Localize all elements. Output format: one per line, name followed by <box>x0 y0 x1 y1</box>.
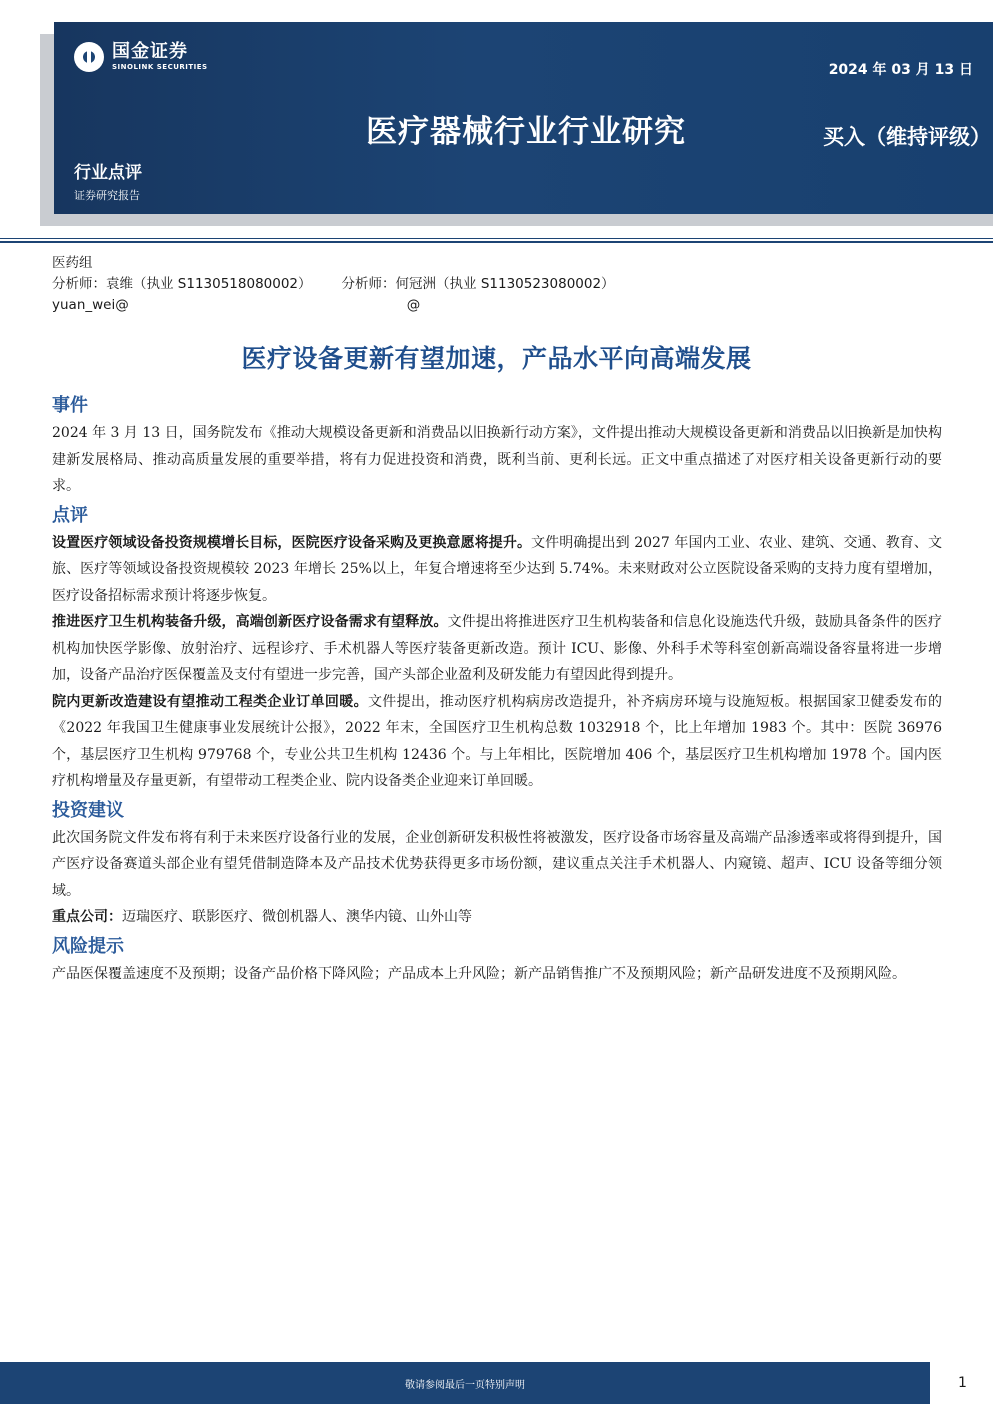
section-title-risk: 风险提示 <box>52 935 124 957</box>
review-p2-text: 文件提出将推进医疗卫生机构装备和信息化设施迭代升级，鼓励具备条件的医疗机构加快医学影像、放射治疗、远程诊疗、手术机器人等医疗装备更新改造。预计 ICU、影像、外科手术等科室创新高端设备容量将进一步增加，设备产品治疗医保覆盖及支付有望进一步完善，国产头部企业盈利及研发能力有望因此得到提升。 <box>52 614 943 683</box>
section-title-event: 事件 <box>52 395 88 416</box>
report-type: 行业点评 <box>74 163 142 183</box>
key-companies-text: 迈瑞医疗、联影医疗、微创机器人、澳华内镜、山外山等 <box>122 909 472 925</box>
section-title-review: 点评 <box>52 504 88 526</box>
footer-bar <box>0 1362 930 1404</box>
review-p1-highlight: 设置医疗领域设备投资规模增长目标，医院医疗设备采购及更换意愿将提升。 <box>52 534 532 551</box>
section-risk <box>52 933 942 988</box>
report-body <box>52 392 942 989</box>
section-review <box>52 502 942 795</box>
review-p3-text: 文件提出，推动医疗机构病房改造提升，补齐病房环境与设施短板。根据国家卫健委发布的《2022 年我国卫生健康事业发展统计公报》，2022 年末，全国医疗卫生机构总数 1032918 个，比上年增加 1983 个。其中：医院 36976 个，基层医疗卫生机构 979768 个，专业公共卫生机构 12436 个。与上年相比，医院增加 406 个，基层医疗卫生机构增加 1978 个。国内医疗机构增量及存量更新，有望带动工程类企业、院内设备类企业迎来订单回暖。 <box>52 693 943 789</box>
report-title: 医疗器械行业行业研究 <box>366 114 686 150</box>
logo-en-text: SINOLINK SECURITIES <box>112 63 208 71</box>
analyst-info <box>52 253 615 316</box>
page-number: 1 <box>958 1375 967 1391</box>
group-name: 医药组 <box>52 255 93 271</box>
review-p1-text: 文件明确提出到 2027 年国内工业、农业、建筑、交通、教育、文旅、医疗等领域设备投资规模较 2023 年增长 25%以上，年复合增速将至少达到 5.74%。未来财政对公立医院设备采购的支持力度有望增加，医疗设备招标需求预计将逐步恢复。 <box>52 534 942 604</box>
report-date: 2024 年 03 月 13 日 <box>828 62 973 78</box>
analyst-1: 分析师：袁维（执业 S1130518080002） <box>52 276 312 292</box>
company-logo <box>74 42 208 72</box>
review-paragraph-3 <box>52 689 942 795</box>
key-companies <box>52 904 942 931</box>
risk-paragraph: 产品医保覆盖速度不及预期；设备产品价格下降风险；产品成本上升风险；新产品销售推广不及预期风险；新产品研发进度不及预期风险。 <box>52 965 906 982</box>
divider-top <box>0 238 993 239</box>
header-banner <box>54 22 993 214</box>
section-advice <box>52 797 942 931</box>
rating: 买入（维持评级） <box>823 125 991 149</box>
report-subtype: 证券研究报告 <box>74 189 140 202</box>
analyst-2-email[interactable]: @ <box>406 297 421 313</box>
advice-paragraph: 此次国务院文件发布将有利于未来医疗设备行业的发展，企业创新研发积极性将被激发，医疗设备市场容量及高端产品渗透率或将得到提升，国产医疗设备赛道头部企业有望凭借制造降本及产品技术优势获得更多市场份额，建议重点关注手术机器人、内窥镜、超声、ICU 设备等细分领域。 <box>52 829 942 899</box>
divider-top-thick <box>0 241 993 243</box>
event-paragraph: 2024 年 3 月 13 日，国务院发布《推动大规模设备更新和消费品以旧换新行动方案》，文件提出推动大规模设备更新和消费品以旧换新是加快构建新发展格局、推动高质量发展的重要举措，将有力促进投资和消费，既利当前、更利长远。正文中重点描述了对医疗相关设备更新行动的要求。 <box>52 425 942 494</box>
key-companies-label: 重点公司： <box>52 909 122 925</box>
logo-icon <box>74 42 104 72</box>
section-title-advice: 投资建议 <box>52 799 124 821</box>
footer-notice: 敬请参阅最后一页特别声明 <box>405 1379 525 1391</box>
review-paragraph-2 <box>52 609 942 689</box>
review-p3-highlight: 院内更新改造建设有望推动工程类企业订单回暖。 <box>52 693 368 710</box>
review-paragraph-1 <box>52 530 942 610</box>
analyst-2: 分析师：何冠洲（执业 S1130523080002） <box>341 276 615 292</box>
headline: 医疗设备更新有望加速，产品水平向高端发展 <box>241 344 752 373</box>
analyst-1-email[interactable]: yuan_wei@ <box>52 297 129 313</box>
logo-cn-text: 国金证券 <box>112 41 188 62</box>
section-event <box>52 392 942 500</box>
review-p2-highlight: 推进医疗卫生机构装备升级，高端创新医疗设备需求有望释放。 <box>52 614 448 630</box>
